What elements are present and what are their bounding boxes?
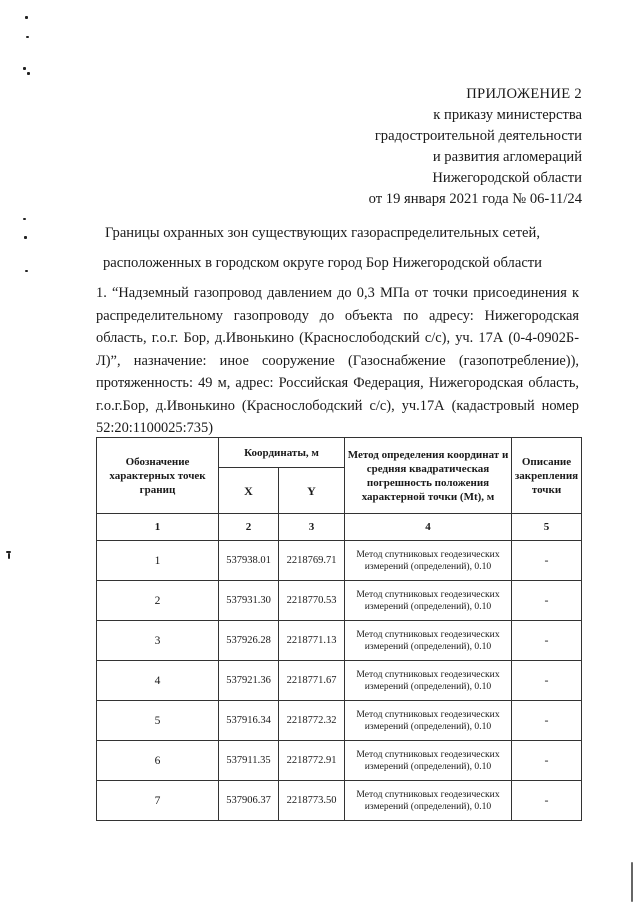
scan-mark [23,218,26,220]
table-row [97,701,582,741]
coord-x: 537938.01 [219,541,279,581]
scan-mark [26,36,29,38]
table-row [97,661,582,701]
coord-x: 537916.34 [219,701,279,741]
coord-y: 2218771.13 [279,621,345,661]
description-cell: - [512,541,582,581]
scan-mark [8,553,10,559]
appendix-line: к приказу министерства [433,107,582,123]
appendix-header [369,84,582,210]
description-cell: - [512,741,582,781]
column-number: 1 [97,514,219,541]
coord-y: 2218770.53 [279,581,345,621]
table-row [97,541,582,581]
method-cell: Метод спутниковых геодезических измерений (определений), 0.10 [345,741,512,781]
point-number: 6 [97,741,219,781]
column-number: 4 [345,514,512,541]
description-cell: - [512,621,582,661]
point-number: 1 [97,541,219,581]
point-number: 5 [97,701,219,741]
scan-mark [24,236,27,239]
description-cell: - [512,661,582,701]
table-row [97,581,582,621]
header-designation: Обозначение характерных точек границ [97,438,219,514]
coord-y: 2218769.71 [279,541,345,581]
title-line: расположенных в городском округе город Бор Нижегородской области [102,255,542,271]
column-number: 3 [279,514,345,541]
coord-y: 2218772.32 [279,701,345,741]
coord-x: 537931.30 [219,581,279,621]
scan-mark [25,270,28,272]
header-coordinates: Координаты, м [219,438,345,468]
coord-y: 2218771.67 [279,661,345,701]
method-cell: Метод спутниковых геодезических измерений (определений), 0.10 [345,541,512,581]
document-title [60,218,585,278]
coord-x: 537906.37 [219,781,279,821]
scan-mark [25,16,28,19]
description-cell: - [512,701,582,741]
method-cell: Метод спутниковых геодезических измерений (определений), 0.10 [345,781,512,821]
header-method: Метод определения координат и средняя квадратическая погрешность положения характерной точки (Mt), м [345,438,512,514]
method-cell: Метод спутниковых геодезических измерений (определений), 0.10 [345,581,512,621]
column-number: 2 [219,514,279,541]
title-line: Границы охранных зон существующих газораспределительных сетей, [105,225,540,241]
scan-mark [27,72,30,75]
appendix-line: и развития агломераций [432,149,582,165]
coord-y: 2218772.91 [279,741,345,781]
point-number: 4 [97,661,219,701]
coord-x: 537911.35 [219,741,279,781]
table-row [97,781,582,821]
coord-y: 2218773.50 [279,781,345,821]
appendix-line: от 19 января 2021 года № 06-11/24 [368,191,582,207]
description-cell: - [512,781,582,821]
scan-mark [631,862,633,902]
scan-mark [23,67,26,70]
description-cell: - [512,581,582,621]
column-number: 5 [512,514,582,541]
method-cell: Метод спутниковых геодезических измерений (определений), 0.10 [345,661,512,701]
table-row [97,621,582,661]
appendix-line: ПРИЛОЖЕНИЕ 2 [466,86,582,102]
method-cell: Метод спутниковых геодезических измерений (определений), 0.10 [345,621,512,661]
header-y: Y [279,468,345,514]
table-row [97,741,582,781]
method-cell: Метод спутниковых геодезических измерений (определений), 0.10 [345,701,512,741]
point-number: 2 [97,581,219,621]
object-description: 1. “Надземный газопровод давлением до 0,3 МПа от точки присоединения к распределительному газопроводу до объекта по адресу: Нижегородская область, г.о.г. Бор, д.Ивонькино (Краснослободский с/с), уч. 17А (0-4-0902Б-Л)”, назначение: иное сооружение (Газоснабжение (газопотребление)), протяженность: 49 м, адрес: Российская Федерация, Нижегородская область, г.о.г.Бор, д.Ивонькино (Краснослободский с/с), уч.17А (кадастровый номер 52:20:1100025:735) [96,285,579,436]
header-description: Описание закрепления точки [512,438,582,514]
coord-x: 537921.36 [219,661,279,701]
point-number: 7 [97,781,219,821]
point-number: 3 [97,621,219,661]
header-x: X [219,468,279,514]
coord-x: 537926.28 [219,621,279,661]
appendix-line: градостроительной деятельности [374,128,582,144]
coordinates-table [96,437,582,821]
appendix-line: Нижегородской области [432,170,582,186]
